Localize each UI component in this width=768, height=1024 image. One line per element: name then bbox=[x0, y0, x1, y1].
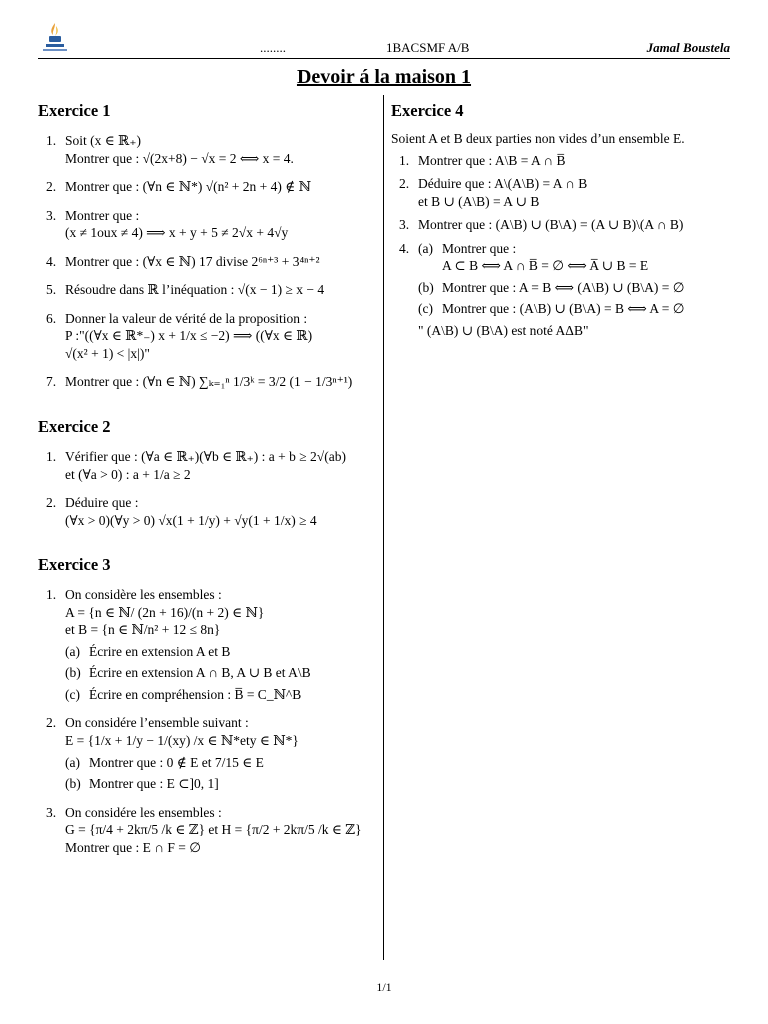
item-number: 1. bbox=[46, 449, 57, 465]
item-line: On considére les ensembles : bbox=[65, 804, 222, 820]
item-line: Déduire que : bbox=[65, 495, 139, 511]
header-author: Jamal Boustela bbox=[646, 40, 730, 55]
header-rule bbox=[38, 58, 730, 59]
sub-item bbox=[65, 686, 378, 704]
item-line: √(x² + 1) < |x|)" bbox=[65, 345, 150, 361]
item-number: 3. bbox=[46, 804, 57, 820]
sub-text-2: A ⊂ B ⟺ A ∩ B̅ = ∅ ⟺ A̅ ∪ B = E bbox=[442, 258, 649, 274]
exercise-4-heading: Exercice 4 bbox=[391, 101, 464, 120]
sub-item bbox=[65, 643, 378, 661]
list-item bbox=[391, 152, 736, 170]
list-item bbox=[38, 494, 378, 529]
item-line: G = {π/4 + 2kπ/5 /k ∈ ℤ} et H = {π/2 + 2kπ/5 /k ∈ ℤ} bbox=[65, 822, 362, 838]
column-divider bbox=[383, 95, 384, 960]
list-item bbox=[38, 714, 378, 792]
item-line: Montrer que : (∀n ∈ ℕ*) √(n² + 2n + 4) ∉ ℕ bbox=[65, 179, 311, 195]
list-item bbox=[38, 310, 378, 363]
sub-number: (a) bbox=[418, 240, 433, 256]
list-item bbox=[38, 178, 378, 196]
item-line: Montrer que : bbox=[65, 207, 140, 223]
item-number: 2. bbox=[46, 179, 57, 195]
item-line: Montrer que : (∀x ∈ ℕ) 17 divise 2⁶ⁿ⁺³ + 3⁴ⁿ⁺² bbox=[65, 253, 320, 269]
sub-item bbox=[418, 240, 736, 275]
list-item bbox=[391, 216, 736, 234]
exercise-4-list bbox=[391, 152, 736, 340]
exercise-1-list bbox=[38, 132, 378, 391]
item-number: 2. bbox=[46, 495, 57, 511]
item-line: On considère les ensembles : bbox=[65, 587, 222, 603]
page-title: Devoir á la maison 1 bbox=[296, 66, 472, 88]
header-class: 1BACSMF A/B bbox=[386, 40, 470, 55]
sub-text: Écrire en compréhension : B̅ = C_ℕ^B bbox=[89, 686, 302, 702]
item-line: (x ≠ 1oux ≠ 4) ⟹ x + y + 5 ≠ 2√x + 4√y bbox=[65, 225, 289, 241]
sub-number: (a) bbox=[65, 643, 80, 659]
list-item bbox=[38, 804, 378, 857]
notation-note: " (A\B) ∪ (B\A) est noté AΔB" bbox=[418, 322, 589, 338]
item-line: Déduire que : A\(A\B) = A ∩ B bbox=[418, 176, 588, 192]
exercise-1-heading: Exercice 1 bbox=[38, 101, 111, 120]
item-line: Soit (x ∈ ℝ₊) bbox=[65, 133, 141, 148]
exercise-3 bbox=[38, 554, 378, 856]
sub-number: (c) bbox=[418, 301, 433, 317]
exercise-2-heading: Exercice 2 bbox=[38, 417, 111, 437]
page-header bbox=[38, 40, 730, 56]
sub-text: Montrer que : bbox=[442, 240, 517, 256]
item-line: Résoudre dans ℝ l’inéquation : √(x − 1) ≥ x − 4 bbox=[65, 282, 325, 298]
right-column bbox=[391, 100, 736, 350]
item-line: Montrer que : A\B = A ∩ B̅ bbox=[418, 152, 566, 168]
item-number: 4. bbox=[399, 240, 410, 256]
list-item bbox=[38, 586, 378, 703]
item-number: 6. bbox=[46, 310, 57, 326]
list-item bbox=[391, 240, 736, 340]
item-line: P :"((∀x ∈ ℝ*₋) x + 1/x ≤ −2) ⟹ ((∀x ∈ ℝ) bbox=[65, 328, 313, 344]
list-item bbox=[38, 253, 378, 271]
sub-item bbox=[65, 775, 378, 793]
list-item bbox=[38, 207, 378, 242]
header-dots: ........ bbox=[260, 40, 286, 55]
item-line: et (∀a > 0) : a + 1/a ≥ 2 bbox=[65, 466, 191, 482]
sub-list bbox=[418, 240, 736, 318]
item-line: (∀x > 0)(∀y > 0) √x(1 + 1/y) + √y(1 + 1/x) ≥ 4 bbox=[65, 512, 317, 528]
item-line: et B = {n ∈ ℕ/n² + 12 ≤ 8n} bbox=[65, 622, 221, 638]
sub-number: (b) bbox=[65, 665, 81, 681]
item-line: Montrer que : E ∩ F = ∅ bbox=[65, 839, 201, 855]
sub-item bbox=[418, 300, 736, 318]
item-line: et B ∪ (A\B) = A ∪ B bbox=[418, 193, 540, 209]
item-number: 3. bbox=[399, 217, 410, 233]
item-number: 2. bbox=[399, 176, 410, 192]
sub-text: Écrire en extension A et B bbox=[89, 643, 231, 659]
item-line: A = {n ∈ ℕ/ (2n + 16)/(n + 2) ∈ ℕ} bbox=[65, 604, 265, 620]
sub-number: (b) bbox=[65, 776, 81, 792]
sub-text: Montrer que : A = B ⟺ (A\B) ∪ (B\A) = ∅ bbox=[442, 279, 685, 295]
exercise-1 bbox=[38, 100, 378, 391]
sub-text: Écrire en extension A ∩ B, A ∪ B et A\B bbox=[89, 665, 311, 681]
list-item bbox=[38, 373, 378, 391]
item-line: Donner la valeur de vérité de la proposition : bbox=[65, 310, 308, 326]
list-item bbox=[38, 281, 378, 299]
item-number: 1. bbox=[399, 152, 410, 168]
exercise-2 bbox=[38, 416, 378, 529]
sub-list bbox=[65, 754, 378, 793]
exercise-4 bbox=[391, 100, 736, 339]
sub-text: Montrer que : 0 ∉ E et 7/15 ∈ E bbox=[89, 754, 264, 770]
item-line: On considére l’ensemble suivant : bbox=[65, 715, 249, 731]
sub-number: (c) bbox=[65, 686, 80, 702]
sub-list bbox=[65, 643, 378, 704]
sub-number: (b) bbox=[418, 279, 434, 295]
list-item bbox=[391, 175, 736, 210]
item-number: 5. bbox=[46, 282, 57, 298]
sub-number: (a) bbox=[65, 754, 80, 770]
item-number: 1. bbox=[46, 133, 57, 148]
page-number: 1/1 bbox=[376, 980, 392, 994]
left-column bbox=[38, 100, 378, 867]
item-line: Vérifier que : (∀a ∈ ℝ₊)(∀b ∈ ℝ₊) : a + b ≥ 2√(ab) bbox=[65, 449, 346, 465]
item-line: Montrer que : (∀n ∈ ℕ) ∑ₖ₌₁ⁿ 1/3ᵏ = 3/2 (1 − 1/3ⁿ⁺¹) bbox=[65, 374, 353, 390]
exercise-4-intro: Soient A et B deux parties non vides d’un ensemble E. bbox=[391, 131, 685, 146]
item-line: Montrer que : √(2x+8) − √x = 2 ⟺ x = 4. bbox=[65, 150, 294, 166]
item-number: 4. bbox=[46, 253, 57, 269]
item-number: 7. bbox=[46, 374, 57, 390]
item-number: 1. bbox=[46, 587, 57, 603]
sub-item bbox=[418, 279, 736, 297]
sub-item bbox=[65, 664, 378, 682]
sub-text: Montrer que : (A\B) ∪ (B\A) = B ⟺ A = ∅ bbox=[442, 301, 685, 317]
exercise-3-heading: Exercice 3 bbox=[38, 555, 111, 575]
exercise-2-list bbox=[38, 448, 378, 529]
item-number: 3. bbox=[46, 207, 57, 223]
item-line: E = {1/x + 1/y − 1/(xy) /x ∈ ℕ*ety ∈ ℕ*} bbox=[65, 733, 299, 749]
sub-text: Montrer que : E ⊂]0, 1] bbox=[89, 776, 219, 792]
sub-item bbox=[65, 754, 378, 772]
exercise-3-list bbox=[38, 586, 378, 856]
list-item bbox=[38, 132, 378, 167]
item-line: Montrer que : (A\B) ∪ (B\A) = (A ∪ B)\(A ∩ B) bbox=[418, 217, 684, 233]
item-number: 2. bbox=[46, 715, 57, 731]
list-item bbox=[38, 448, 378, 483]
